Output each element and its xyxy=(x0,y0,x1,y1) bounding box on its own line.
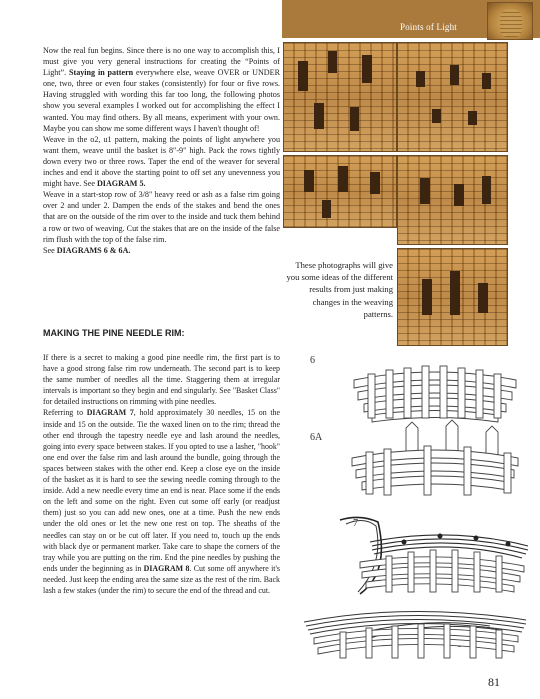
text-run: , hold approximately 30 needles, 15 on the inside and 15 on the outside. Tie the waxed linen on to the rim; thread the other end through the tapestry needle eye and lash around the needles, going into every space between stakes. If you opted to use a lasher, "hook" one end over the false rim and lash around the bundle, going through the spaces between stakes with the other end. Keep a close eye on the inside of the basket as it is hard to see the sewing needle coming through to the inside. Add a new needle every time an end is near. Place some if the ends on the left and some on the right. Even cut some off early (or readjust them) just so you can add new ones, one at a time. Push the new ends under the old ones or let the new one rest on top. The sheaths of the needles can stay on or be cut off later. If you need to, touch up the ends with black dye or permanent marker. Take care to shape the corners of the tray while you are putting on the rim. End the pine needles by pushing the ends under the beginning as in xyxy=(43,408,280,573)
diagram-7-label: 7 xyxy=(353,518,358,529)
paragraph xyxy=(43,134,280,189)
text-run: Staying in pattern xyxy=(69,68,134,78)
weaving-photo-3 xyxy=(283,155,397,228)
text-run: Weave in the o2, u1 pattern, making the points of light anywhere you want them, weave until the basket is 8"-9" high. Pack the rows tightly down every two or three rows. Taper the end of the weaver for several inches and end it above the starting point to off set any unevenness you might have. See xyxy=(43,134,280,189)
paragraph xyxy=(43,407,280,596)
paragraph xyxy=(43,245,280,256)
text-run: . Cut some off anywhere it's needed. Just keep the ending area the same size as the rest of the rim. Back lash a few stakes (under the rim) to secure the end of the thread and cut. xyxy=(43,563,280,595)
rim-instructions-text xyxy=(43,352,280,596)
text-run: DIAGRAM 5. xyxy=(96,179,146,189)
weaving-photo-4 xyxy=(397,155,508,245)
diagram-8 xyxy=(300,596,530,666)
text-run: DIAGRAMS 6 & 6A. xyxy=(56,245,131,255)
page-number: 81 xyxy=(488,675,500,689)
diagram-6-label: 6 xyxy=(310,355,315,366)
text-run: Referring to xyxy=(43,408,87,418)
text-run: Weave in a start-stop row of 3/8" heavy reed or ash as a false rim going over 2 and under 2. Dampen the ends of the stakes and bend the ones that are on the outside of the rim over to the inside and tuck them behind a row or two of weaving. Cut the stakes that are on the inside of the false rim flush with the top of the false rim. xyxy=(43,190,280,244)
section-heading: MAKING THE PINE NEEDLE RIM: xyxy=(43,328,185,338)
weaving-photo-2 xyxy=(397,42,508,152)
text-run: Now the real fun begins. Since there is no one way to accomplish this, I must give you very general instructions for creating the “Points of Light”. xyxy=(43,46,280,78)
diagram-7 xyxy=(300,512,530,597)
text-run: DIAGRAM 8 xyxy=(143,563,190,573)
diagram-6a-label: 6A xyxy=(310,432,323,443)
paragraph xyxy=(43,189,280,244)
text-run: everywhere else, weave OVER or UNDER one, two, three or even four stakes (consistently) for four or five rows. Having struggled with wording this far too long, the following photos show you several examples I worked out for accomplishing the effect I wanted. You may find others. By all means, experiment with your own. Maybe you can show me some different ways I haven't thought of! xyxy=(43,68,280,133)
text-run: DIAGRAM 7 xyxy=(86,408,134,418)
text-run: See xyxy=(43,245,57,255)
running-title: Points of Light xyxy=(400,22,458,32)
text-run: If there is a secret to making a good pine needle rim, the first part is to have a good strong false rim row underneath. The second part is to keep the same number of needles all the time. Staggering them at irregular intervals is important so they begin and end singularly. See "Basket Class" for detailed instructions on rimming with pine needles. xyxy=(43,353,280,407)
basket-thumbnail xyxy=(487,2,533,40)
weaving-photo-1 xyxy=(283,42,397,152)
diagram-6a xyxy=(340,418,530,508)
paragraph xyxy=(43,45,280,134)
intro-text xyxy=(43,45,280,256)
weaving-photo-5 xyxy=(397,248,508,346)
paragraph xyxy=(43,352,280,407)
photo-caption: These photographs will give you some ideas of the different results from just making changes in the weaving patterns. xyxy=(286,260,393,319)
